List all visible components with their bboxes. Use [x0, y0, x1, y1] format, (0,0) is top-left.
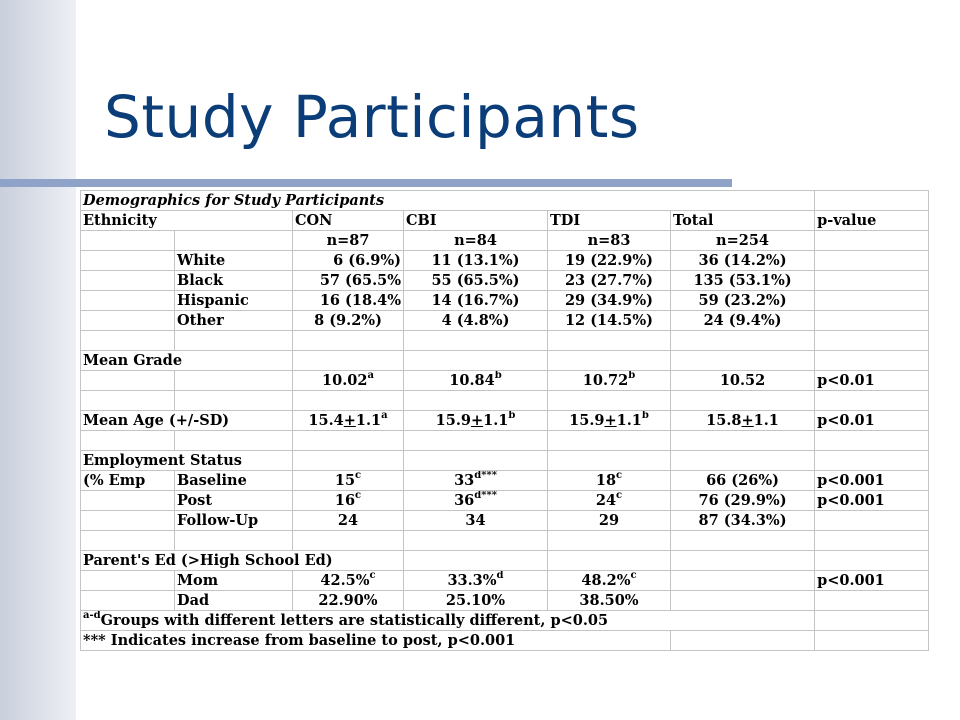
- cell-con: 16$^c$: [293, 491, 404, 511]
- header-ethnicity: Ethnicity: [81, 211, 293, 231]
- header-con: CON: [293, 211, 404, 231]
- cell-total: 135 (53.1%): [671, 271, 815, 291]
- cell-cbi: 55 (65.5%): [404, 271, 548, 291]
- cell-tdi: 19 (22.9%): [548, 251, 671, 271]
- cell-pvalue: [815, 511, 929, 531]
- title-underline-rule: [0, 179, 732, 187]
- row-label: Post: [175, 491, 293, 511]
- cell-tdi: 29 (34.9%): [548, 291, 671, 311]
- n-cbi: n=84: [404, 231, 548, 251]
- cell-cbi: 11 (13.1%): [404, 251, 548, 271]
- row-label: Hispanic: [175, 291, 293, 311]
- row-label: Mom: [175, 571, 293, 591]
- footnote-asterisks: *** Indicates increase from baseline to post, p<0.001: [81, 631, 671, 651]
- demographics-table: [80, 190, 929, 651]
- spacer-row: [81, 331, 929, 351]
- cell-con: 15$^c$: [293, 471, 404, 491]
- n-tdi: n=83: [548, 231, 671, 251]
- mean-grade-label: Mean Grade: [81, 351, 293, 371]
- row-label: Baseline: [175, 471, 293, 491]
- grade-pvalue: p<0.01: [815, 371, 929, 391]
- header-row: [81, 211, 929, 231]
- table-row: [81, 291, 929, 311]
- cell-con: 24: [293, 511, 404, 531]
- mean-age-row: [81, 411, 929, 431]
- cell-tdi: 23 (27.7%): [548, 271, 671, 291]
- cell-cbi: 34: [404, 511, 548, 531]
- cell-cbi: $36^{d***}$: [404, 491, 548, 511]
- parents-ed-label-row: [81, 551, 929, 571]
- table-row: [81, 571, 929, 591]
- cell-total: 24 (9.4%): [671, 311, 815, 331]
- cell-pvalue: p<0.001: [815, 471, 929, 491]
- grade-con: 10.02$^a$: [293, 371, 404, 391]
- grade-cbi: 10.84$^b$: [404, 371, 548, 391]
- age-con: 15.4+1.1$^a$: [293, 411, 404, 431]
- footnote-row: [81, 611, 929, 631]
- employment-label: Employment Status: [81, 451, 293, 471]
- mean-age-label: Mean Age (+/-SD): [81, 411, 293, 431]
- cell-con: 16 (18.4%: [293, 291, 404, 311]
- demographics-table-frame: [80, 190, 928, 695]
- spacer-row: [81, 391, 929, 411]
- header-total: Total: [671, 211, 815, 231]
- table-row: [81, 591, 929, 611]
- row-label: Other: [175, 311, 293, 331]
- table-row: [81, 271, 929, 291]
- cell-total: 76 (29.9%): [671, 491, 815, 511]
- caption-row: [81, 191, 929, 211]
- age-total: 15.8+1.1: [671, 411, 815, 431]
- table-row: [81, 491, 929, 511]
- cell-tdi: 18$^c$: [548, 471, 671, 491]
- cell-con: 42.5%$^c$: [293, 571, 404, 591]
- cell-con: 8 (9.2%): [293, 311, 404, 331]
- row-label: Black: [175, 271, 293, 291]
- table-row: [81, 471, 929, 491]
- n-total: n=254: [671, 231, 815, 251]
- cell-con: 6 (6.9%): [293, 251, 404, 271]
- cell-tdi: 38.50%: [548, 591, 671, 611]
- cell-cbi: 25.10%: [404, 591, 548, 611]
- table-row: [81, 311, 929, 331]
- mean-grade-row: [81, 371, 929, 391]
- n-row: [81, 231, 929, 251]
- cell-cbi: 4 (4.8%): [404, 311, 548, 331]
- age-pvalue: p<0.01: [815, 411, 929, 431]
- grade-tdi: 10.72$^b$: [548, 371, 671, 391]
- cell-pvalue: p<0.001: [815, 491, 929, 511]
- cell-total: 36 (14.2%): [671, 251, 815, 271]
- employment-label-row: [81, 451, 929, 471]
- footnote-letters: $^{a-d}$Groups with different letters are statistically different, p<0.05: [81, 611, 815, 631]
- row-label: White: [175, 251, 293, 271]
- grade-total: 10.52: [671, 371, 815, 391]
- mean-grade-label-row: [81, 351, 929, 371]
- cell-pvalue: p<0.001: [815, 571, 929, 591]
- cell-total: 66 (26%): [671, 471, 815, 491]
- cell-tdi: 12 (14.5%): [548, 311, 671, 331]
- spacer-row: [81, 431, 929, 451]
- cell-cbi: 33.3%$^d$: [404, 571, 548, 591]
- cell-cbi: 14 (16.7%): [404, 291, 548, 311]
- employment-sub-label: (% Emp: [81, 471, 175, 491]
- spacer-row: [81, 531, 929, 551]
- cell-tdi: 24$^c$: [548, 491, 671, 511]
- cell-tdi: 48.2%$^c$: [548, 571, 671, 591]
- table-caption: Demographics for Study Participants: [81, 191, 815, 211]
- header-tdi: TDI: [548, 211, 671, 231]
- footnote-row: [81, 631, 929, 651]
- cell-cbi: $33^{d***}$: [404, 471, 548, 491]
- table-row: [81, 251, 929, 271]
- slide-title: Study Participants: [104, 83, 640, 151]
- age-cbi: 15.9+1.1$^b$: [404, 411, 548, 431]
- cell-tdi: 29: [548, 511, 671, 531]
- cell-total: 59 (23.2%): [671, 291, 815, 311]
- n-con: n=87: [293, 231, 404, 251]
- header-pvalue: p-value: [815, 211, 929, 231]
- row-label: Dad: [175, 591, 293, 611]
- cell-con: 22.90%: [293, 591, 404, 611]
- age-tdi: 15.9+1.1$^b$: [548, 411, 671, 431]
- parents-ed-label: Parent's Ed (>High School Ed): [81, 551, 404, 571]
- table-row: [81, 511, 929, 531]
- left-decorative-band: [0, 0, 76, 720]
- row-label: Follow-Up: [175, 511, 293, 531]
- cell-total: 87 (34.3%): [671, 511, 815, 531]
- header-cbi: CBI: [404, 211, 548, 231]
- cell-con: 57 (65.5%: [293, 271, 404, 291]
